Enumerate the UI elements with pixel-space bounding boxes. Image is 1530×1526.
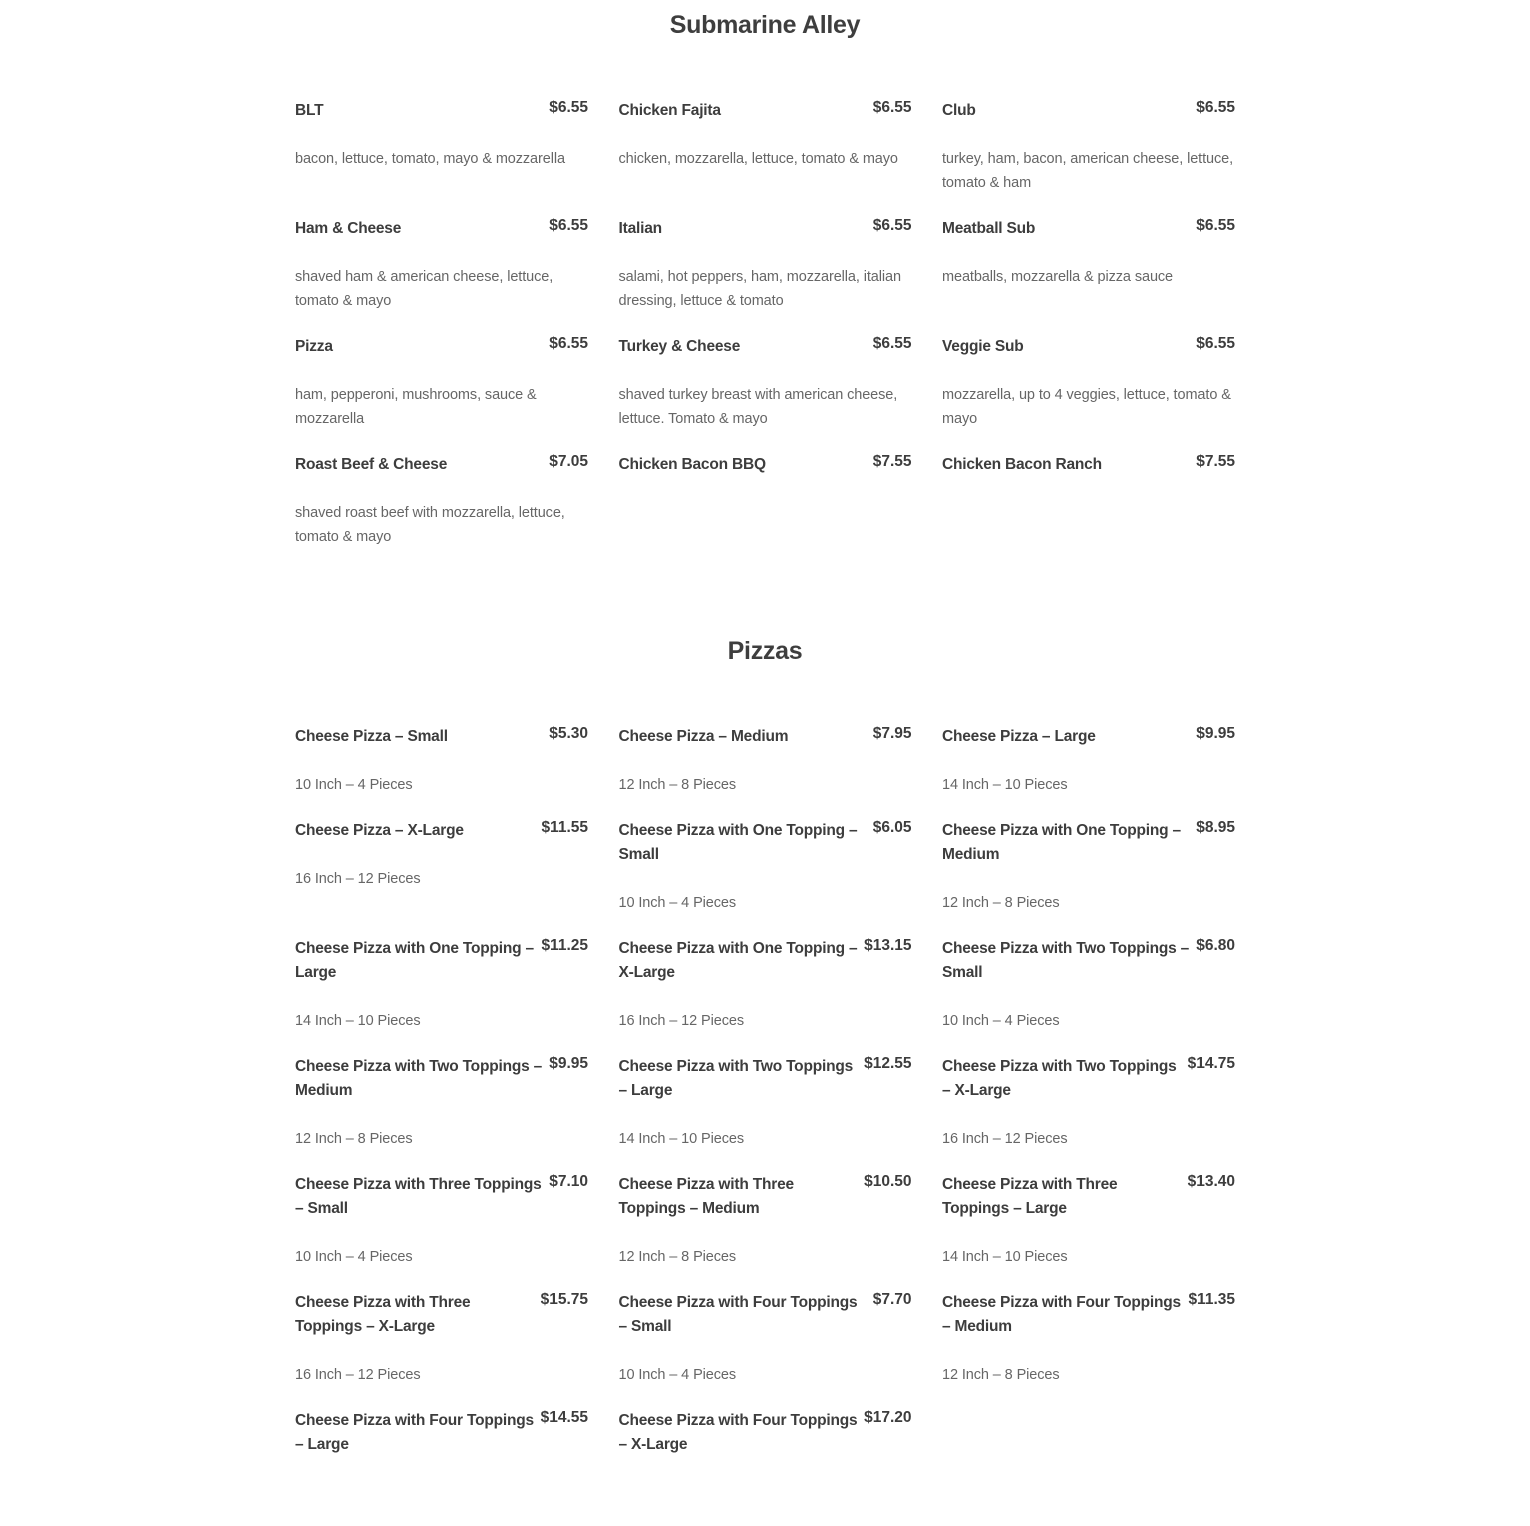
item-description: 16 Inch – 12 Pieces (295, 1367, 421, 1383)
menu-item (942, 98, 1235, 214)
item-description: mozzarella, up to 4 veggies, lettuce, tomato & mayo (942, 387, 1231, 427)
menu-item (942, 452, 1235, 568)
item-price: $14.55 (540, 1409, 588, 1426)
item-price: $6.55 (872, 335, 912, 352)
item-price: $7.55 (872, 453, 912, 470)
item-name: Cheese Pizza – X-Large (295, 822, 464, 839)
menu-item (295, 334, 588, 450)
item-name: Cheese Pizza – Large (942, 728, 1096, 745)
item-description: 12 Inch – 8 Pieces (618, 777, 736, 793)
menu-item (619, 452, 912, 568)
menu-item (942, 334, 1235, 450)
menu-item (295, 724, 588, 816)
item-name: Cheese Pizza with Three Toppings – Large (942, 1176, 1118, 1217)
item-name: Cheese Pizza – Medium (618, 728, 789, 745)
item-name: Cheese Pizza with Four Toppings – Small (618, 1294, 858, 1335)
item-price: $10.50 (864, 1173, 912, 1190)
item-description: 12 Inch – 8 Pieces (618, 1249, 736, 1265)
item-name: Cheese Pizza with Two Toppings – Medium (295, 1058, 543, 1099)
item-price: $7.95 (872, 725, 912, 742)
item-description: 10 Inch – 4 Pieces (295, 1249, 413, 1265)
item-name: Cheese Pizza with Four Toppings – Medium (942, 1294, 1181, 1335)
item-price: $15.75 (540, 1291, 588, 1308)
item-price: $6.05 (872, 819, 912, 836)
item-name: Cheese Pizza with Three Toppings – Medium (618, 1176, 794, 1217)
menu-item (619, 1054, 912, 1170)
item-description: 12 Inch – 8 Pieces (942, 895, 1060, 911)
item-description: meatballs, mozzarella & pizza sauce (942, 269, 1174, 285)
item-name: Cheese Pizza with One Topping – Medium (942, 822, 1181, 863)
menu-item (942, 1172, 1235, 1288)
item-description: shaved ham & american cheese, lettuce, tomato & mayo (295, 269, 554, 309)
item-name: Cheese Pizza with Two Toppings – X-Large (942, 1058, 1177, 1099)
item-description: 12 Inch – 8 Pieces (942, 1367, 1060, 1383)
item-price: $7.05 (549, 453, 588, 470)
item-name: Cheese Pizza with One Topping – X-Large (618, 940, 858, 981)
item-price: $8.95 (1196, 819, 1235, 836)
item-price: $7.10 (549, 1173, 588, 1190)
item-description: chicken, mozzarella, lettuce, tomato & mayo (618, 151, 898, 167)
item-name: Cheese Pizza with Two Toppings – Small (942, 940, 1190, 981)
menu-item (942, 724, 1235, 816)
item-name: Cheese Pizza – Small (295, 728, 448, 745)
item-name: Cheese Pizza with Three Toppings – Small (295, 1176, 542, 1217)
menu-item (942, 216, 1235, 332)
item-price: $6.55 (1196, 217, 1235, 234)
item-price: $11.35 (1188, 1291, 1235, 1308)
menu-item (619, 724, 912, 816)
item-name: Ham & Cheese (295, 220, 402, 237)
menu-item (942, 1290, 1235, 1406)
item-description: 14 Inch – 10 Pieces (942, 777, 1068, 793)
menu-item (295, 1054, 588, 1170)
item-description: turkey, ham, bacon, american cheese, lettuce, tomato & ham (942, 151, 1234, 191)
pizza-menu-grid (295, 724, 1235, 1526)
menu-item (295, 1172, 588, 1288)
item-name: Club (942, 102, 976, 119)
item-description: 14 Inch – 10 Pieces (942, 1249, 1068, 1265)
menu-item (619, 98, 912, 214)
item-price: $9.95 (1196, 725, 1235, 742)
submarine-menu-grid (295, 98, 1235, 570)
item-price: $6.55 (872, 99, 912, 116)
item-description: 12 Inch – 8 Pieces (295, 1131, 413, 1147)
item-name: Cheese Pizza with Three Toppings – X-Large (295, 1294, 471, 1335)
item-price: $5.30 (549, 725, 588, 742)
item-price: $7.70 (872, 1291, 912, 1308)
item-description: 16 Inch – 12 Pieces (618, 1013, 744, 1029)
item-name: Chicken Bacon Ranch (942, 456, 1102, 473)
item-price: $6.55 (549, 335, 588, 352)
item-price: $6.55 (1196, 99, 1235, 116)
item-price: $11.25 (541, 937, 588, 954)
item-name: Cheese Pizza with Two Toppings – Large (618, 1058, 854, 1099)
item-price: $7.55 (1196, 453, 1235, 470)
item-price: $9.95 (549, 1055, 588, 1072)
item-description: 14 Inch – 10 Pieces (295, 1013, 421, 1029)
menu-item (619, 1290, 912, 1406)
menu-item (619, 936, 912, 1052)
menu-item (295, 452, 588, 568)
item-description: bacon, lettuce, tomato, mayo & mozzarella (295, 151, 565, 167)
section-title-submarine-alley: Submarine Alley (669, 11, 861, 39)
item-name: Veggie Sub (942, 338, 1024, 355)
item-description: ham, pepperoni, mushrooms, sauce & mozzarella (295, 387, 537, 427)
item-price: $13.15 (864, 937, 912, 954)
menu-item (295, 818, 588, 934)
item-name: Cheese Pizza with Four Toppings – Large (295, 1412, 534, 1453)
item-price: $17.20 (864, 1409, 912, 1426)
item-name: Cheese Pizza with Four Toppings – X-Large (618, 1412, 858, 1453)
item-description: 10 Inch – 4 Pieces (942, 1013, 1060, 1029)
item-price: $6.55 (549, 99, 588, 116)
item-name: Italian (618, 220, 662, 237)
item-description: 10 Inch – 4 Pieces (618, 895, 736, 911)
item-name: Roast Beef & Cheese (295, 456, 448, 473)
menu-item (295, 1408, 588, 1524)
item-price: $6.55 (1196, 335, 1235, 352)
menu-item (619, 818, 912, 934)
item-price: $11.55 (541, 819, 588, 836)
menu-item (619, 1408, 912, 1524)
menu-item (619, 334, 912, 450)
item-name: Chicken Bacon BBQ (618, 456, 766, 473)
item-price: $6.55 (549, 217, 588, 234)
item-description: shaved roast beef with mozzarella, lettuce, tomato & mayo (295, 505, 565, 545)
item-price: $6.55 (872, 217, 912, 234)
item-description: shaved turkey breast with american cheese, lettuce. Tomato & mayo (618, 387, 898, 427)
section-title-pizzas: Pizzas (727, 637, 803, 665)
item-price: $14.75 (1187, 1055, 1235, 1072)
item-name: Chicken Fajita (618, 102, 721, 119)
item-price: $12.55 (864, 1055, 912, 1072)
menu-item (942, 936, 1235, 1052)
menu-item (295, 98, 588, 214)
item-name: Turkey & Cheese (618, 338, 741, 355)
item-price: $6.80 (1196, 937, 1235, 954)
menu-item (942, 818, 1235, 934)
item-name: Cheese Pizza with One Topping – Small (618, 822, 858, 863)
item-description: 16 Inch – 12 Pieces (942, 1131, 1068, 1147)
item-description: salami, hot peppers, ham, mozzarella, italian dressing, lettuce & tomato (618, 269, 901, 309)
item-price: $13.40 (1187, 1173, 1235, 1190)
menu-item (295, 1290, 588, 1406)
menu-item (295, 936, 588, 1052)
menu-item (942, 1054, 1235, 1170)
item-name: Cheese Pizza with One Topping – Large (295, 940, 534, 981)
item-name: Meatball Sub (942, 220, 1036, 237)
item-description: 14 Inch – 10 Pieces (618, 1131, 744, 1147)
item-description: 16 Inch – 12 Pieces (295, 871, 421, 887)
menu-item (295, 216, 588, 332)
item-name: BLT (295, 102, 324, 119)
menu-item (619, 1172, 912, 1288)
item-description: 10 Inch – 4 Pieces (295, 777, 413, 793)
item-description: 10 Inch – 4 Pieces (618, 1367, 736, 1383)
menu-item (619, 216, 912, 332)
item-name: Pizza (295, 338, 333, 355)
